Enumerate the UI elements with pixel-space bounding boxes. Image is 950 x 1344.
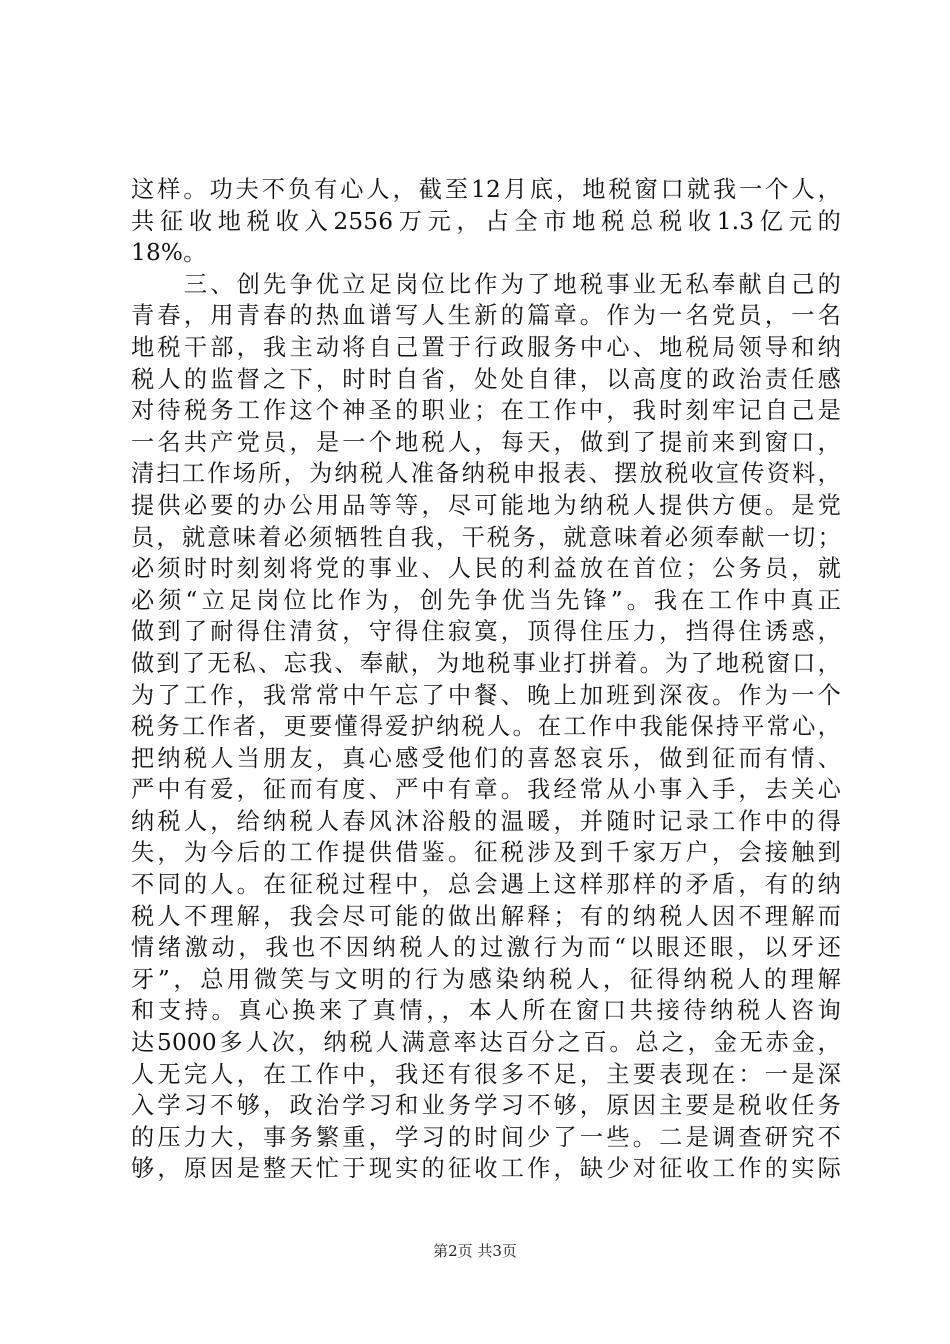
text-line: 做到了无私、忘我、奉献，为地税事业打拼着。为了地税窗口， — [131, 649, 841, 677]
text-line: 情绪激动，我也不因纳税人的过激行为而“以眼还眼，以牙还 — [131, 934, 841, 962]
text-line: 严中有爱，征而有度、严中有章。我经常从小事入手，去关心 — [131, 776, 841, 804]
text-line: 为了工作，我常常中午忘了中餐、晚上加班到深夜。作为一个 — [131, 681, 841, 709]
body-text — [131, 174, 841, 1185]
text-line: 不同的人。在征税过程中，总会遇上这样那样的矛盾，有的纳 — [131, 871, 841, 899]
text-line: 牙”，总用微笑与文明的行为感染纳税人，征得纳税人的理解 — [131, 965, 841, 993]
text-line: 达5000多人次，纳税人满意率达百分之百。总之，金无赤金， — [131, 1029, 841, 1057]
text-line: 做到了耐得住清贫，守得住寂寞，顶得住压力，挡得住诱惑， — [131, 618, 841, 646]
text-line: 够，原因是整天忙于现实的征收工作，缺少对征收工作的实际 — [131, 1155, 841, 1183]
text-line: 人无完人，在工作中，我还有很多不足，主要表现在：一是深 — [131, 1060, 841, 1088]
text-line: 18%。 — [131, 239, 207, 267]
text-line: 这样。功夫不负有心人，截至12月底，地税窗口就我一个人， — [131, 176, 841, 203]
text-line: 纳税人，给纳税人春风沐浴般的温暖，并随时记录工作中的得 — [131, 807, 841, 835]
text-line: 对待税务工作这个神圣的职业；在工作中，我时刻牢记自己是 — [131, 397, 841, 425]
text-line: 税人不理解，我会尽可能的做出解释；有的纳税人因不理解而 — [131, 902, 841, 930]
text-line: 税务工作者，更要懂得爱护纳税人。在工作中我能保持平常心， — [131, 713, 841, 741]
text-line: 三、创先争优立足岗位比作为了地税事业无私奉献自己的 — [131, 270, 841, 298]
text-line: 入学习不够，政治学习和业务学习不够，原因主要是税收任务 — [131, 1092, 841, 1120]
text-line: 失，为今后的工作提供借鉴。征税涉及到千家万户，会接触到 — [131, 839, 841, 867]
page-footer — [0, 1240, 950, 1261]
page-number: 第2页 共3页 — [433, 1242, 517, 1260]
text-line: 员，就意味着必须牺牲自我，干税务，就意味着必须奉献一切； — [131, 523, 841, 551]
text-line: 税人的监督之下，时时自省，处处自律，以高度的政治责任感 — [131, 365, 841, 393]
text-line: 必须时时刻刻将党的事业、人民的利益放在首位；公务员，就 — [131, 555, 841, 583]
text-line: 和支持。真心换来了真情，，本人所在窗口共接待纳税人咨询 — [131, 997, 841, 1025]
text-line: 地税干部，我主动将自己置于行政服务中心、地税局领导和纳 — [131, 333, 841, 361]
text-line: 的压力大，事务繁重，学习的时间少了一些。二是调查研究不 — [131, 1123, 841, 1151]
text-line: 一名共产党员，是一个地税人，每天，做到了提前来到窗口， — [131, 428, 841, 456]
text-line: 把纳税人当朋友，真心感受他们的喜怒哀乐，做到征而有情、 — [131, 744, 841, 772]
text-line: 清扫工作场所，为纳税人准备纳税申报表、摆放税收宣传资料， — [131, 460, 841, 488]
text-line: 共征收地税收入2556万元，占全市地税总税收1.3亿元的 — [131, 207, 841, 235]
text-line: 青春，用青春的热血谱写人生新的篇章。作为一名党员，一名 — [131, 302, 841, 330]
text-line: 提供必要的办公用品等等，尽可能地为纳税人提供方便。是党 — [131, 491, 841, 519]
text-line: 必须“立足岗位比作为，创先争优当先锋”。我在工作中真正 — [131, 586, 841, 614]
